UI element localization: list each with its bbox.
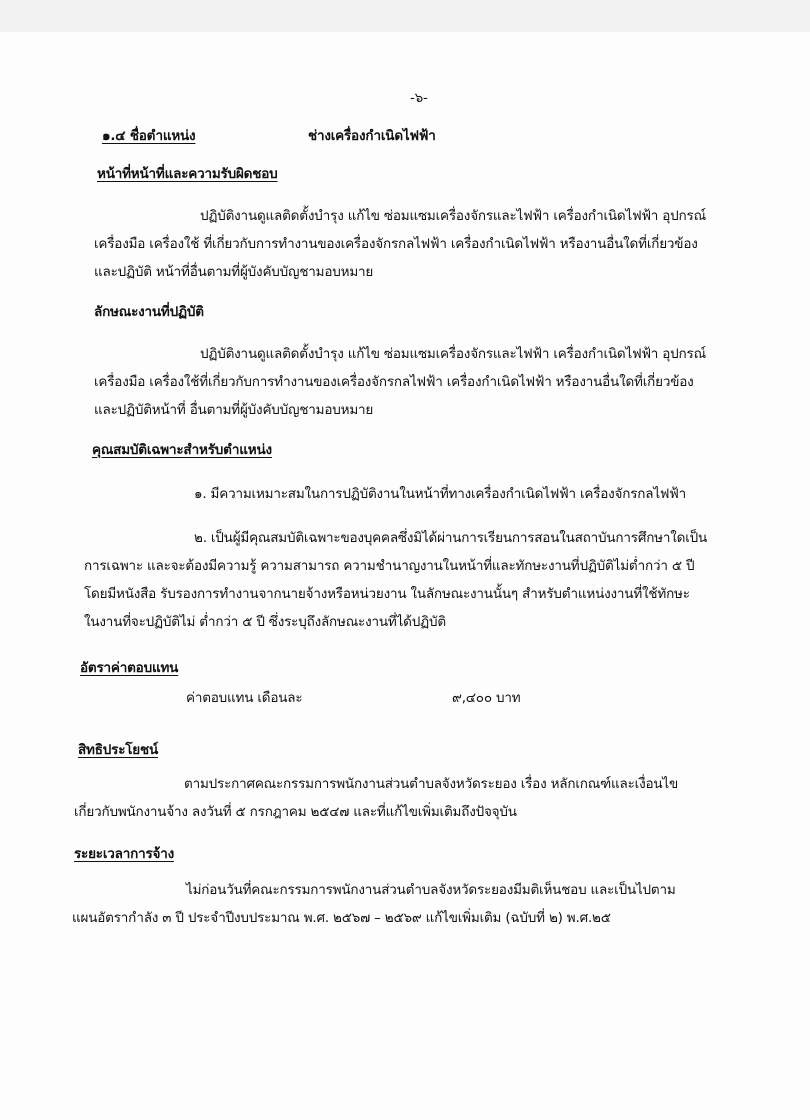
compensation-label: ค่าตอบแทน เดือนละ xyxy=(186,690,303,706)
qualifications-heading: คุณสมบัติเฉพาะสำหรับตำแหน่ง xyxy=(92,442,272,458)
compensation-heading: อัตราค่าตอบแทน xyxy=(80,660,179,676)
qualification-item-2-line: ๒. เป็นผู้มีคุณสมบัติเฉพาะของบุคคลซึ่งมิได้ผ่านการเรียนการสอนในสถาบันการศึกษาใดเป็น xyxy=(194,530,708,546)
employment-period-heading: ระยะเวลาการจ้าง xyxy=(74,846,174,862)
duties-line: ปฏิบัติงานดูแลติดตั้งบำรุง แก้ไข ซ่อมแซมเครื่องจักรและไฟฟ้า เครื่องกำเนิดไฟฟ้า อุปกรณ์ xyxy=(200,208,706,224)
qualification-item-1: ๑. มีความเหมาะสมในการปฏิบัติงานในหน้าที่ทางเครื่องกำเนิดไฟฟ้า เครื่องจักรกลไฟฟ้า xyxy=(194,486,687,502)
position-number-label: ๑.๔ ชื่อตำแหน่ง xyxy=(102,128,196,144)
qualification-item-2-line: การเฉพาะ และจะต้องมีความรู้ ความสามารถ ความชำนาญงานในหน้าที่และทักษะงานที่ปฏิบัติไม่ต่ำกว่า ๕ ปี xyxy=(84,558,695,574)
employment-period-line: แผนอัตรากำลัง ๓ ปี ประจำปีงบประมาณ พ.ศ. ๒๕๖๗ – ๒๕๖๙ แก้ไขเพิ่มเติม (ฉบับที่ ๒) พ.ศ.๒๕ xyxy=(72,910,611,926)
duties-line: เครื่องมือ เครื่องใช้ ที่เกี่ยวกับการทำงานของเครื่องจักรกลไฟฟ้า เครื่องกำเนิดไฟฟ้า หรืองานอื่นใดที่เกี่ยวข้อง xyxy=(94,236,698,252)
benefits-line: ตามประกาศคณะกรรมการพนักงานส่วนตำบลจังหวัดระยอง เรื่อง หลักเกณฑ์และเงื่อนไข xyxy=(184,776,679,792)
position-title: ช่างเครื่องกำเนิดไฟฟ้า xyxy=(308,128,436,144)
employment-period-line: ไม่ก่อนวันที่คณะกรรมการพนักงานส่วนตำบลจังหวัดระยองมีมติเห็นชอบ และเป็นไปตาม xyxy=(186,882,676,898)
work-nature-line: ปฏิบัติงานดูแลติดตั้งบำรุง แก้ไข ซ่อมแซมเครื่องจักรและไฟฟ้า เครื่องกำเนิดไฟฟ้า อุปกรณ์ xyxy=(200,346,706,362)
qualification-item-2-line: ในงานที่จะปฏิบัติไม่ ต่ำกว่า ๕ ปี ซึ่งระบุถึงลักษณะงานที่ได้ปฏิบัติ xyxy=(84,614,446,630)
benefits-heading: สิทธิประโยชน์ xyxy=(78,742,159,758)
work-nature-line: และปฏิบัติหน้าที่ อื่นตามที่ผู้บังคับบัญชามอบหมาย xyxy=(94,402,374,418)
page-number: -๖- xyxy=(410,90,428,106)
duties-heading: หน้าที่หน้าที่และความรับผิดชอบ xyxy=(97,166,278,182)
document-page xyxy=(0,32,810,1120)
duties-line: และปฏิบัติ หน้าที่อื่นตามที่ผู้บังคับบัญชามอบหมาย xyxy=(94,264,374,280)
qualification-item-2-line: โดยมีหนังสือ รับรองการทำงานจากนายจ้างหรือหน่วยงาน ในลักษณะงานนั้นๆ สำหรับตำแหน่งงานที่ใช้ทักษะ xyxy=(84,586,690,602)
compensation-amount: ๙,๔๐๐ บาท xyxy=(452,690,521,706)
work-nature-heading: ลักษณะงานที่ปฏิบัติ xyxy=(94,304,204,320)
benefits-line: เกี่ยวกับพนักงานจ้าง ลงวันที่ ๕ กรกฎาคม ๒๕๔๗ และที่แก้ไขเพิ่มเติมถึงปัจจุบัน xyxy=(74,804,517,820)
work-nature-line: เครื่องมือ เครื่องใช้ที่เกี่ยวกับการทำงานของเครื่องจักรกลไฟฟ้า เครื่องกำเนิดไฟฟ้า หรืองานอื่นใดที่เกี่ยวข้อง xyxy=(94,374,694,390)
